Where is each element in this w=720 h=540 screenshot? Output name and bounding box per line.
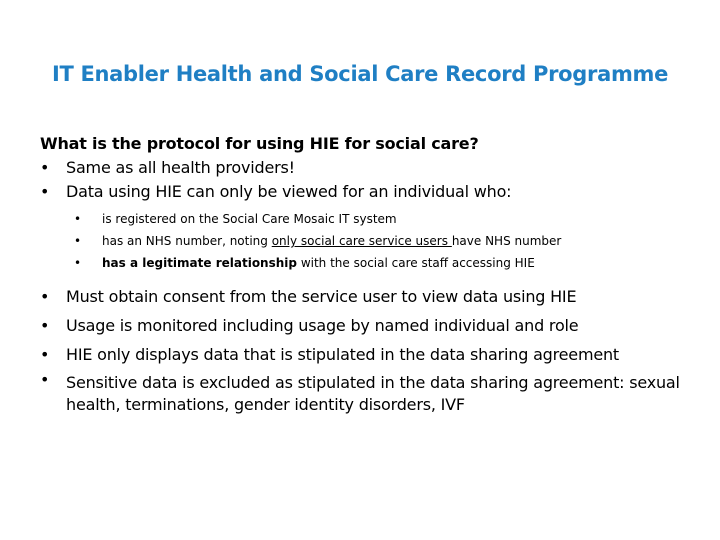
slide-body — [40, 132, 690, 416]
sub-list-item-text-prefix: has an NHS number, noting — [102, 234, 272, 248]
sub-list-item — [40, 230, 690, 252]
sub-bullet-list — [40, 208, 690, 274]
bullet-icon: • — [40, 287, 50, 306]
list-item-text: Usage is monitored including usage by named individual and role — [66, 316, 579, 335]
sub-list-item — [40, 252, 690, 274]
bullet-icon: • — [74, 212, 82, 226]
bullet-icon: • — [74, 256, 82, 270]
list-item-text: Sensitive data is excluded as stipulated in the data sharing agreement: sexual health, terminations, gender identity disorders, IVF — [66, 373, 680, 414]
bullet-icon: • — [74, 234, 82, 248]
list-item — [40, 156, 690, 180]
list-item — [40, 311, 690, 340]
list-item — [40, 180, 690, 204]
list-item-text: Must obtain consent from the service user to view data using HIE — [66, 287, 577, 306]
list-item — [40, 340, 690, 369]
sub-list-item — [40, 208, 690, 230]
slide-title: IT Enabler Health and Social Care Record Programme — [51, 62, 669, 86]
list-item-text: Same as all health providers! — [66, 158, 295, 177]
bullet-icon: • — [40, 345, 50, 364]
list-item-text: HIE only displays data that is stipulated in the data sharing agreement — [66, 345, 619, 364]
bottom-bullet-list — [40, 282, 690, 416]
sub-list-item-text-suffix: have NHS number — [451, 234, 562, 248]
underlined-emphasis: only social care service users — [271, 234, 452, 248]
bullet-icon: • — [40, 158, 50, 177]
sub-list-item-text-suffix: with the social care staff accessing HIE — [297, 256, 535, 270]
bullet-icon: • — [40, 316, 50, 335]
bullet-icon: • — [40, 182, 50, 201]
list-item-text: Data using HIE can only be viewed for an individual who: — [66, 182, 512, 201]
bullet-icon: • — [40, 370, 50, 389]
top-bullet-list — [40, 156, 690, 204]
sub-list-item-text: is registered on the Social Care Mosaic IT system — [102, 212, 397, 226]
list-item — [40, 369, 690, 416]
bold-emphasis: has a legitimate relationship — [102, 256, 297, 270]
question-heading: What is the protocol for using HIE for social care? — [40, 134, 479, 153]
list-item — [40, 282, 690, 311]
